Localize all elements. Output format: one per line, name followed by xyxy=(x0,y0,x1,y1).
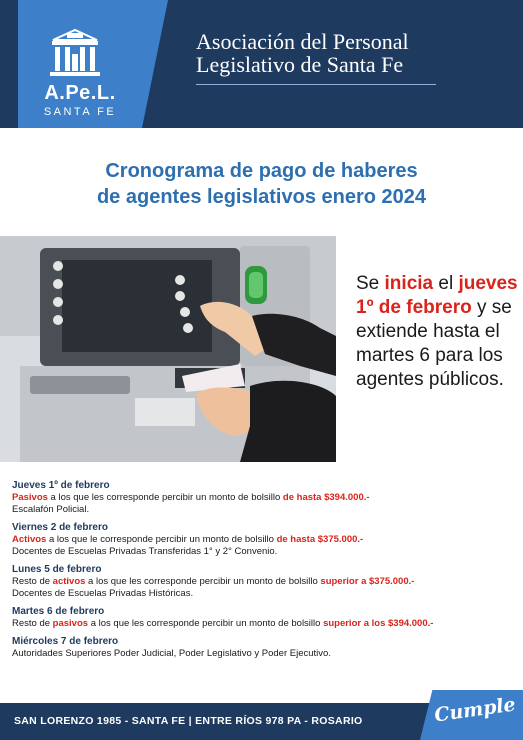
schedule-detail xyxy=(12,618,512,630)
schedule-amount: superior a $375.000.- xyxy=(320,576,415,587)
title-line-1: Cronograma de pago de haberes xyxy=(105,160,418,182)
schedule-detail xyxy=(12,492,512,504)
schedule-date: Jueves 1º de febrero xyxy=(12,480,110,491)
header-divider xyxy=(196,84,436,85)
intro-text xyxy=(356,272,518,392)
payment-schedule xyxy=(12,480,512,666)
schedule-entry xyxy=(12,564,512,600)
schedule-note: Escalafón Policial. xyxy=(12,504,90,515)
schedule-amount: superior a los $394.000.- xyxy=(323,618,434,629)
schedule-group: Pasivos xyxy=(12,492,48,503)
schedule-amount: de hasta $394.000.- xyxy=(282,492,370,503)
logo-subtitle: SANTA FE xyxy=(43,106,117,118)
schedule-text: a los que les corresponde percibir un monto de bolsillo xyxy=(88,618,324,629)
schedule-text: a los que les corresponde percibir un monto de bolsillo xyxy=(47,492,283,503)
schedule-entry xyxy=(12,522,512,558)
document-title xyxy=(0,158,523,210)
footer-address: SAN LORENZO 1985 - SANTA FE | ENTRE RÍOS 978 PA - ROSARIO xyxy=(14,715,363,727)
organization-title xyxy=(196,30,409,76)
schedule-group: Activos xyxy=(12,534,47,545)
schedule-date: Lunes 5 de febrero xyxy=(12,564,102,575)
schedule-date: Miércoles 7 de febrero xyxy=(12,636,119,647)
schedule-group: activos xyxy=(52,576,86,587)
schedule-date: Martes 6 de febrero xyxy=(12,606,105,617)
schedule-text: a los que les corresponde percibir un monto de bolsillo xyxy=(85,576,321,587)
schedule-detail xyxy=(12,576,512,588)
intro-text-2: el xyxy=(433,273,459,294)
schedule-prefix: Resto de xyxy=(12,618,53,629)
schedule-date: Viernes 2 de febrero xyxy=(12,522,108,533)
building-icon xyxy=(47,28,103,80)
cumple-badge-text: Cumple xyxy=(433,693,517,727)
schedule-text: a los que le corresponde percibir un monto de bolsillo xyxy=(46,534,277,545)
schedule-entry xyxy=(12,480,512,516)
logo-name: A.Pe.L. xyxy=(44,82,116,104)
header-banner xyxy=(0,0,523,128)
intro-text-3: y se extiende hasta el martes 6 para los agentes públicos. xyxy=(356,297,512,390)
schedule-note: Docentes de Escuelas Privadas Transferidas 1° y 2° Convenio. xyxy=(12,546,278,557)
schedule-note: Autoridades Superiores Poder Judicial, Poder Legislativo y Poder Ejecutivo. xyxy=(12,648,331,659)
atm-photo xyxy=(0,236,336,462)
schedule-entry xyxy=(12,606,512,630)
schedule-entry xyxy=(12,636,512,660)
schedule-note: Docentes de Escuelas Privadas Históricas. xyxy=(12,588,194,599)
schedule-amount: de hasta $375.000.- xyxy=(276,534,364,545)
org-title-line-2: Legislativo de Santa Fe xyxy=(196,52,404,77)
logo-tail-shape xyxy=(142,0,168,128)
intro-text-1: Se xyxy=(356,273,385,294)
schedule-detail xyxy=(12,534,512,546)
intro-highlight-inicia: inicia xyxy=(384,273,434,294)
intro-highlight-date: jueves 1º de febrero xyxy=(356,273,518,318)
title-line-2: de agentes legislativos enero 2024 xyxy=(96,186,427,208)
schedule-prefix: Resto de xyxy=(12,576,53,587)
schedule-group: pasivos xyxy=(52,618,89,629)
org-title-line-1: Asociación del Personal xyxy=(196,29,409,54)
